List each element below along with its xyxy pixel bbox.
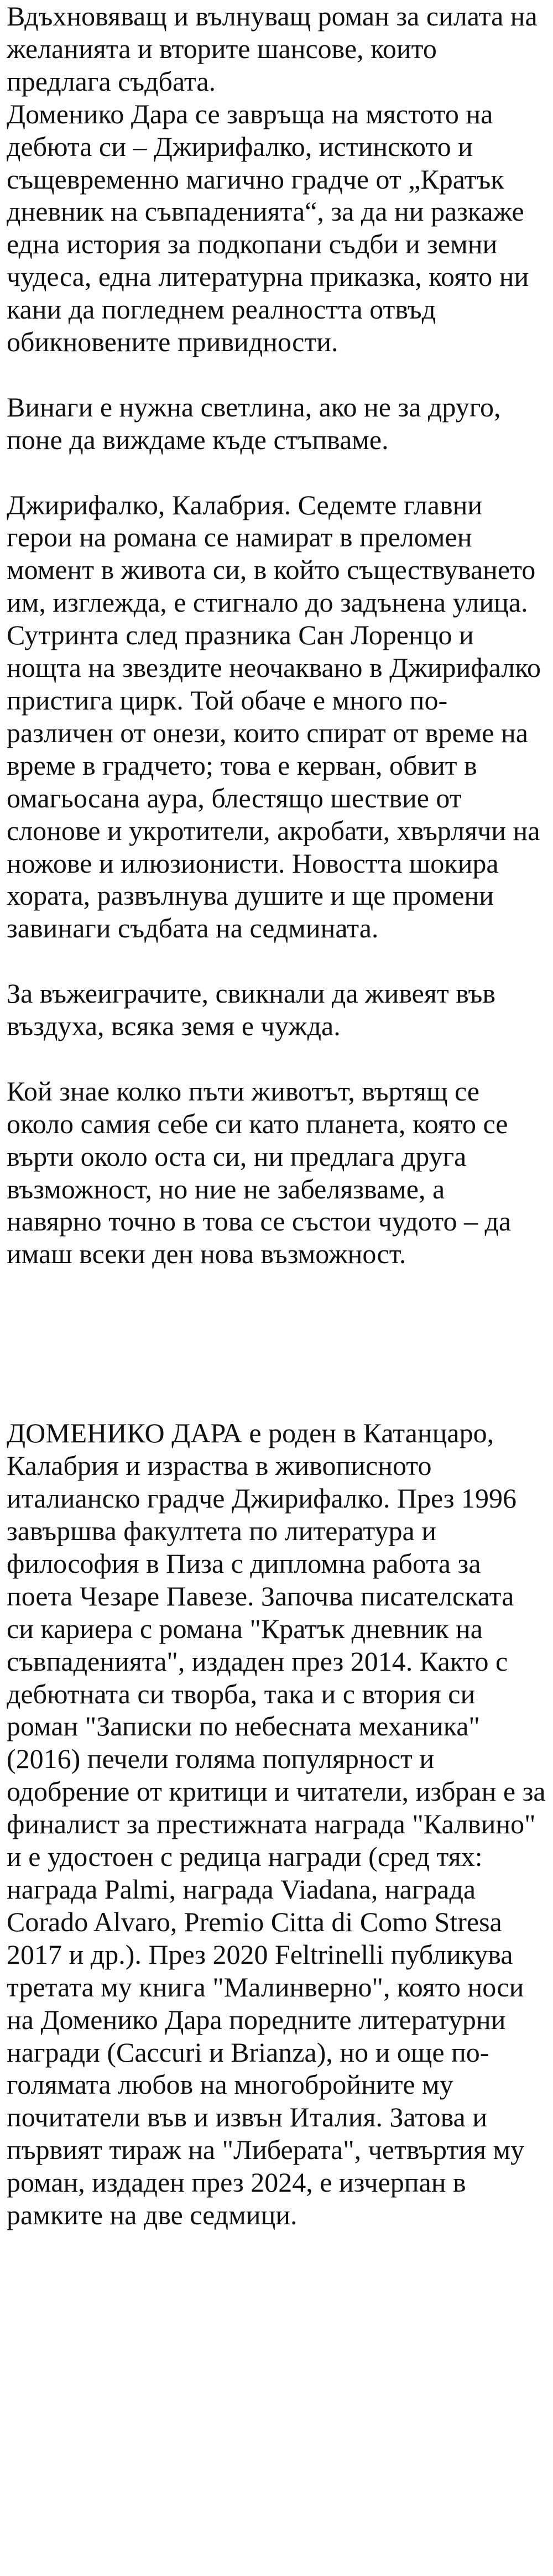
book-description-page bbox=[7, 0, 546, 2231]
section-spacer bbox=[7, 1270, 546, 1417]
paragraph-spacer bbox=[7, 456, 546, 489]
paragraph-spacer bbox=[7, 358, 546, 391]
quote-life: Кой знае колко пъти животът, въртящ се около самия себе си като планета, която се върти около оста си, ни предлага друга възможност, но ние не забелязваме, а навярно точно в това се състои чудото – да имаш всеки ден нова възможност. bbox=[7, 1075, 512, 1270]
description-summary: Доменико Дара се завръща на мястото на дебюта си – Джирифалко, истинското и същевременно магично градче от „Кратък дневник на съвпаденията“, за да ни разкаже една история за подкопани съдби и земни чудеса, една литературна приказка, която ни кани да погледнем реалността отвъд обикновените привидности. bbox=[7, 98, 529, 358]
description-intro: Вдъхновяващ и вълнуващ роман за силата на желанията и вторите шансове, които предлага съдбата. bbox=[7, 1, 538, 97]
quote-light: Винаги е нужна светлина, ако не за друго, поне да виждаме къде стъпваме. bbox=[7, 391, 501, 455]
paragraph-spacer bbox=[7, 1042, 546, 1075]
quote-tightrope: За въжеиграчите, свикнали да живеят във въздуха, всяка земя е чужда. bbox=[7, 978, 496, 1042]
plot-paragraph: Джирифалко, Калабрия. Седемте главни герои на романа се намират в преломен момент в живота си, в който съществуването им, изглежда, е стигнало до задънена улица. Сутринта след празника Сан Лоренцо и нощта на звездите неочаквано в Джирифалко пристига цирк. Той обаче е много по-различен от онези, които спират от време на време в градчето; това е керван, обвит в омагьосана аура, блестящо шествие от слонове и укротители, акробати, хвърлячи на ножове и илюзионисти. Новостта шокира хората, развълнува душите и ще промени завинаги съдбата на седмината. bbox=[7, 489, 541, 944]
paragraph-spacer bbox=[7, 945, 546, 977]
author-bio: ДОМЕНИКО ДАРА е роден в Катанцаро, Калабрия и израства в живописното италианско градче Джирифалко. През 1996 завършва факултета по литература и философия в Пиза с дипломна работа за поета Чезаре Павезе. Започва писателската си кариера с романа "Кратък дневник на съвпаденията", издаден през 2014. Както с дебютната си творба, така и с втория си роман "Записки по небесната механика" (2016) печели голяма популярност и одобрение от критици и читатели, избран е за финалист за престижната награда "Калвино" и е удостоен с редица награди (сред тях: награда Palmi, награда Viadana, награда Corado Alvaro, Premio Citta di Como Stresa 2017 и др.). През 2020 Feltrinelli публикува третата му книга "Малинверно", която носи на Доменико Дара поредните литературни награди (Caccuri и Brianza), но и още по-голямата любов на многобройните му почитатели във и извън Италия. Затова и първият тираж на "Либерата", четвъртия му роман, издаден през 2024, е изчерпан в рамките на две седмици. bbox=[7, 1417, 546, 2231]
